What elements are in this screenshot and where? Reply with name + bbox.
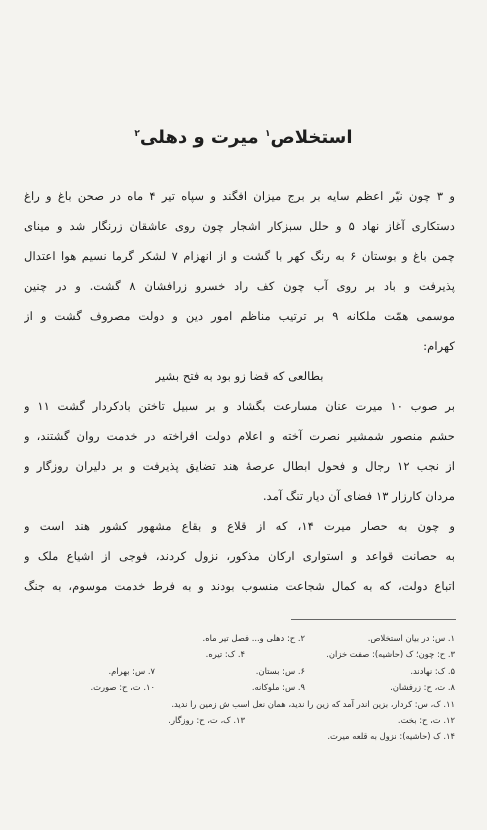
text-line: چمن باغ و بوستان ۶ به رنگ کهر با گشت و از انهزام ۷ لشکر گرما نسیم هوا اعتدال — [24, 249, 455, 263]
footnote-row — [24, 630, 455, 646]
footnote-5: ۵. ک: نهادند. — [410, 665, 455, 676]
text-line: پذیرفت و باد بر روی آب چون کف راد خسرو زرافشان ۸ گشت. و در چنین — [24, 279, 455, 293]
text-line: و ۳ چون نیّر اعظم سایه بر برج میزان افگند و سپاه تیر ۴ ماه در صحن باغ و راغ — [24, 189, 455, 203]
footnote-13: ۱۳. ک، ت، ح: روزگار. — [168, 715, 245, 726]
text-line: بر صوب ۱۰ میرت عنان مسارعت بگشاد و بر سبیل تاختن بادکردار گشت ۱۱ و — [24, 399, 455, 413]
footnote-ref-2: ۲ — [134, 129, 140, 139]
chapter-title — [0, 126, 487, 150]
footnote-12: ۱۲. ت، ح: بخت. — [397, 715, 455, 726]
footnote-6: ۶. س: بستان. — [255, 665, 305, 676]
footnote-1: ۱. س: در بیان استخلاص. — [367, 633, 455, 643]
main-text — [24, 181, 455, 601]
title-main: استخلاص — [270, 127, 353, 148]
title-rest: میرت و دهلی — [139, 127, 259, 148]
footnote-14: ۱۴. ک (حاشیه): نزول به قلعه میرت. — [327, 731, 455, 742]
text-line: و چون به حصار میرت ۱۴، که از قلاع و بقاع مشهور کشور هند است و — [24, 519, 455, 533]
text-line: کهرام: — [423, 339, 455, 353]
footnote-11: ۱۱. ک، س: کردار، بزین اندر آمد که زین را ندید، همان نعل اسب ش زمین را ندید. — [171, 698, 455, 709]
footnotes — [24, 630, 455, 745]
text-line: به حصانت قواعد و استواری ارکان مذکور، نزول کردند، فوجی از اشیاع ملک و — [24, 549, 455, 563]
footnote-7: ۷. س: بهرام. — [108, 665, 155, 676]
footnote-row — [24, 712, 455, 728]
verse-line: بطالعی که قضا زو بود به فتح بشیر — [155, 369, 324, 383]
footnote-row — [24, 728, 455, 744]
footnote-separator — [291, 619, 456, 620]
footnote-8: ۸. ت، ح: زرفشان. — [390, 682, 455, 693]
text-line: حشم منصور شمشیر نصرت آخته و اعلام دولت افراخته در خدمت روان گشتند، و — [24, 429, 455, 443]
footnote-3: ۳. ح: چون؛ ک (حاشیه): صفت خزان. — [326, 649, 455, 660]
text-line: مردان کارزار ۱۳ فضای آن دیار تنگ آمد. — [262, 489, 455, 503]
footnote-ref-1: ۱ — [264, 129, 271, 139]
footnote-row — [24, 696, 455, 712]
footnote-row — [24, 679, 455, 695]
footnote-4: ۴. ک: تیره. — [205, 649, 245, 660]
text-line: موسمی همّت ملکانه ۹ بر ترتیب مناظم امور دین و دولت مصروف گشت و از — [24, 309, 455, 323]
text-line: اتباع دولت، که به کمال شجاعت منسوب بودند و به فرط خدمت موسوم، به جنگ — [24, 579, 455, 593]
footnote-2: ۲. ح: دهلی و... فصل تیر ماه. — [202, 633, 305, 643]
text-line: از نجب ۱۲ رجال و فحول ابطال عرصهٔ هند تضایق پذیرفت و بر دلیران روزگار و — [24, 459, 455, 473]
text-line: دستکاری آغاز نهاد ۵ و حلل سبزکار اشجار چون روی عاشقان زرنگار شد و مینای — [24, 219, 455, 233]
footnote-9: ۹. س: ملوکانه. — [251, 682, 305, 693]
footnote-row — [24, 646, 455, 662]
footnote-row — [24, 663, 455, 679]
footnote-10: ۱۰. ت، ح: صورت. — [90, 682, 155, 693]
